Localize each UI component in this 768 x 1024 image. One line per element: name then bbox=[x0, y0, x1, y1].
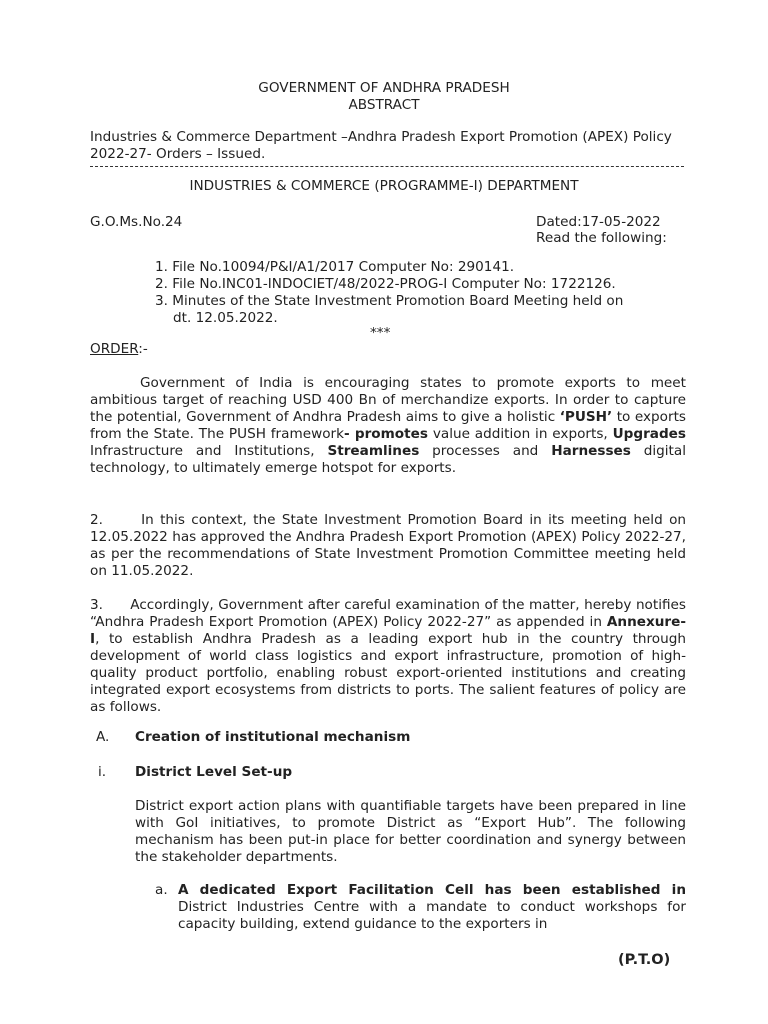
pto-label: (P.T.O) bbox=[618, 952, 671, 968]
para3-text: , to establish Andhra Pradesh as a leading export hub in the country through development of world class logistics and export infrastructure, promotion of high-quality product portfolio, enabling robust export-oriented institutions and creating integrated export ecosystems from districts to ports. The salient features of policy are as follows. bbox=[90, 631, 686, 715]
item-a-body: District Industries Centre with a mandate to conduct workshops for capacity building, extend guidance to the exporters in bbox=[178, 899, 686, 932]
para1-text: to exports from the State. The PUSH framework bbox=[90, 409, 687, 442]
stars-separator: *** bbox=[370, 325, 391, 341]
section-a-title: Creation of institutional mechanism bbox=[135, 729, 411, 745]
item-a-bold: A dedicated Export Facilitation Cell has been established in bbox=[178, 882, 686, 898]
document-header bbox=[0, 80, 768, 114]
item-a-marker: a. bbox=[155, 882, 168, 898]
dated: Dated:17-05-2022 bbox=[536, 214, 661, 230]
annexure-emphasis: Annexure-I bbox=[90, 614, 686, 647]
para1-text: Government of India is encouraging states to promote exports to meet ambitious target of reaching USD 400 Bn of merchandize exports. In order to capture the potential, Government of Andhra Pradesh aims to give a holistic bbox=[90, 375, 686, 425]
push-emphasis: ‘PUSH’ bbox=[559, 409, 613, 425]
government-title: GOVERNMENT OF ANDHRA PRADESH bbox=[258, 80, 510, 96]
read-following: Read the following: bbox=[536, 230, 667, 246]
abstract-title: ABSTRACT bbox=[348, 97, 420, 113]
subject-line: Industries & Commerce Department –Andhra Pradesh Export Promotion (APEX) Policy 2022-27- Orders – Issued. bbox=[90, 129, 672, 162]
para1-text: processes and bbox=[419, 443, 552, 459]
order-label: ORDER bbox=[90, 341, 139, 357]
section-i-title: District Level Set-up bbox=[135, 764, 293, 780]
order-suffix: :- bbox=[138, 341, 148, 357]
paragraph-i: District export action plans with quantifiable targets have been prepared in line with GoI initiatives, to promote District as “Export Hub”. The following mechanism has been put-in place for better coordination and synergy between the stakeholder departments. bbox=[135, 798, 686, 865]
para1-text: value addition in exports, bbox=[427, 426, 613, 442]
separator-line bbox=[90, 166, 684, 167]
harnesses-emphasis: Harnesses bbox=[551, 443, 631, 459]
go-number: G.O.Ms.No.24 bbox=[90, 214, 183, 230]
reference-item: 2. File No.INC01-INDOCIET/48/2022-PROG-I Computer No: 1722126. bbox=[155, 276, 616, 292]
section-i-marker: i. bbox=[98, 764, 107, 780]
paragraph-3 bbox=[90, 597, 686, 716]
reference-item: dt. 12.05.2022. bbox=[173, 310, 278, 326]
paragraph-2: 2. In this context, the State Investment Promotion Board in its meeting held on 12.05.2022 has approved the Andhra Pradesh Export Promotion (APEX) Policy 2022-27, as per the recommendations of State Investment Promotion Committee meeting held on 11.05.2022. bbox=[90, 512, 686, 579]
reference-item: 1. File No.10094/P&I/A1/2017 Computer No: 290141. bbox=[155, 259, 515, 275]
order-heading bbox=[90, 341, 148, 358]
para3-text: 3. Accordingly, Government after careful examination of the matter, hereby notifies “Andhra Pradesh Export Promotion (APEX) Policy 2022-27” as appended in bbox=[90, 597, 686, 630]
streamlines-emphasis: Streamlines bbox=[327, 443, 420, 459]
references-list bbox=[155, 259, 686, 327]
upgrades-emphasis: Upgrades bbox=[612, 426, 686, 442]
item-a-text bbox=[178, 882, 686, 933]
para1-text: digital technology, to ultimately emerge hotspot for exports. bbox=[90, 443, 686, 476]
promotes-emphasis: - promotes bbox=[343, 426, 428, 442]
reference-item: 3. Minutes of the State Investment Promotion Board Meeting held on bbox=[155, 293, 624, 309]
section-a-marker: A. bbox=[96, 729, 110, 745]
paragraph-1 bbox=[90, 375, 686, 477]
department-title: INDUSTRIES & COMMERCE (PROGRAMME-I) DEPARTMENT bbox=[189, 178, 579, 194]
para1-text: Infrastructure and Institutions, bbox=[90, 443, 328, 459]
